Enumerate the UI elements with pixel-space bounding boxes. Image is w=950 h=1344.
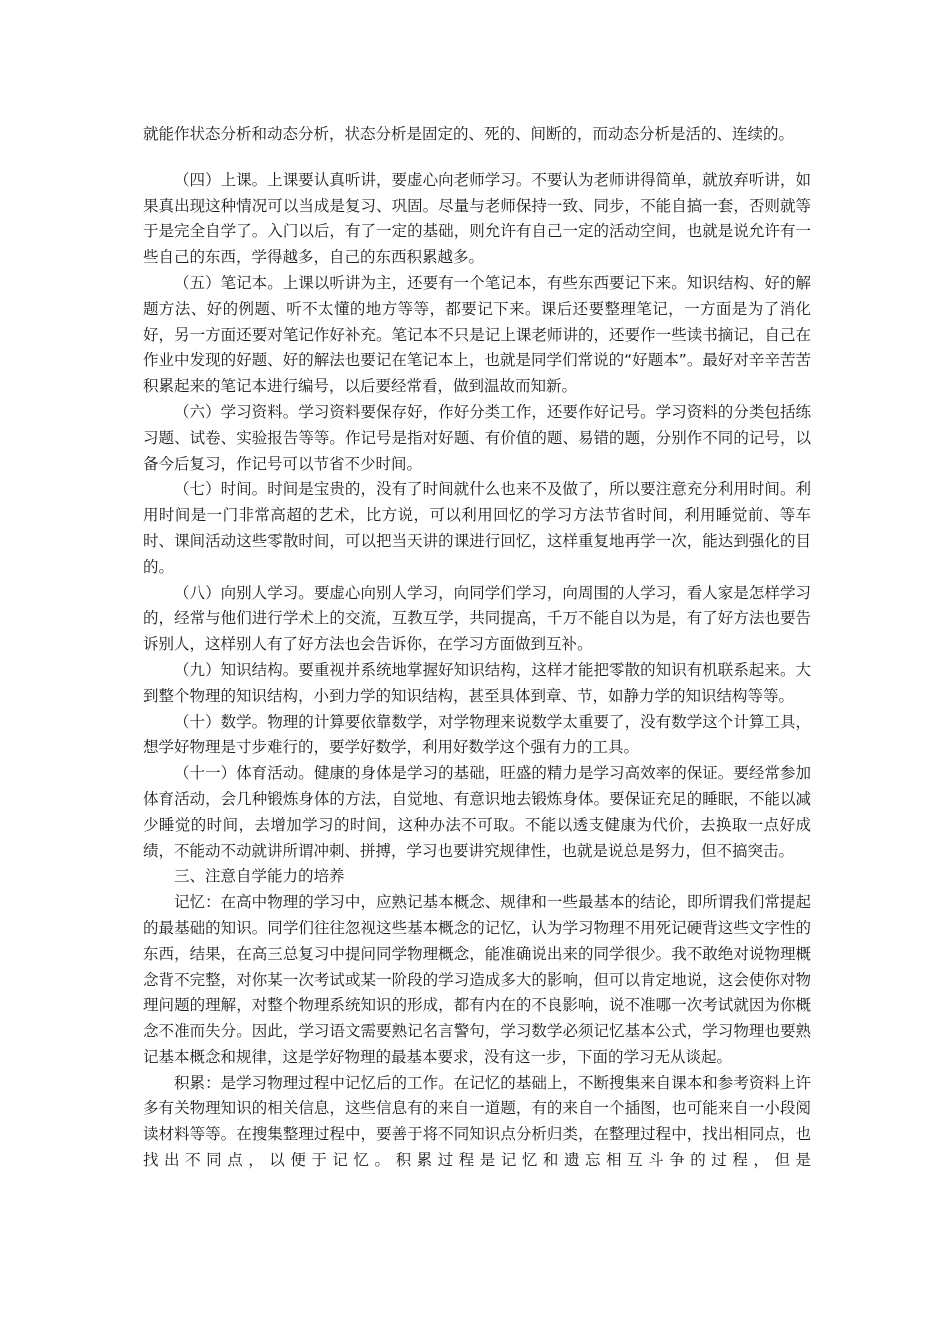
paragraph-section-4-class: （四）上课。上课要认真听讲，要虚心向老师学习。不要认为老师讲得简单，就放弃听讲，如果真出现这种情况可以当成是复习、巩固。尽量与老师保持一致、同步，不能自搞一套，否则就等于是完全自学了。入门以后，有了一定的基础，则允许有自己一定的活动空间，也就是说允许有一些自己的东西，学得越多，自己的东西积累越多。	[143, 170, 811, 267]
paragraph-section-5-notebook: （五）笔记本。上课以听讲为主，还要有一个笔记本，有些东西要记下来。知识结构、好的解题方法、好的例题、听不太懂的地方等等，都要记下来。课后还要整理笔记，一方面是为了消化好，另一方面还要对笔记作好补充。笔记本不只是记上课老师讲的，还要作一些读书摘记，自己在作业中发现的好题、好的解法也要记在笔记本上，也就是同学们常说的“好题本”。最好对辛辛苦苦积累起来的笔记本进行编号，以后要经常看，做到温故而知新。	[143, 273, 811, 396]
paragraph-accumulation: 积累：是学习物理过程中记忆后的工作。在记忆的基础上，不断搜集来自课本和参考资料上许多有关物理知识的相关信息，这些信息有的来自一道题，有的来自一个插图，也可能来自一小段阅读材料等等。在搜集整理过程中，要善于将不同知识点分析归类，在整理过程中，找出相同点，也找出不同点，以便于记忆。积累过程是记忆和遗忘相互斗争的过程，但是	[143, 1073, 811, 1170]
paragraph-section-11-sports: （十一）体育活动。健康的身体是学习的基础，旺盛的精力是学习高效率的保证。要经常参加体育活动，会几种锻炼身体的方法，自觉地、有意识地去锻炼身体。要保证充足的睡眠，不能以减少睡觉的时间，去增加学习的时间，这种办法不可取。不能以透支健康为代价，去换取一点好成绩，不能动不动就讲所谓冲刺、拼搏，学习也要讲究规律性，也就是说总是努力，但不搞突击。	[143, 764, 811, 860]
paragraph-section-7-time: （七）时间。时间是宝贵的，没有了时间就什么也来不及做了，所以要注意充分利用时间。利用时间是一门非常高超的艺术，比方说，可以利用回忆的学习方法节省时间，利用睡觉前、等车时、课间活动这些零散时间，可以把当天讲的课进行回忆，这样重复地再学一次，能达到强化的目的。	[143, 480, 811, 576]
paragraph-section-8-learn-from-others: （八）向别人学习。要虚心向别人学习，向同学们学习，向周围的人学习，看人家是怎样学习的，经常与他们进行学术上的交流，互教互学，共同提高，千万不能自以为是，有了好方法也要告诉别人，这样别人有了好方法也会告诉你，在学习方面做到互补。	[143, 583, 811, 654]
document-body	[143, 122, 811, 1174]
paragraph-section-9-knowledge-structure: （九）知识结构。要重视并系统地掌握好知识结构，这样才能把零散的知识有机联系起来。大到整个物理的知识结构，小到力学的知识结构，甚至具体到章、节，如静力学的知识结构等等。	[143, 660, 811, 705]
paragraph-memory: 记忆：在高中物理的学习中，应熟记基本概念、规律和一些最基本的结论，即所谓我们常提起的最基础的知识。同学们往往忽视这些基本概念的记忆，认为学习物理不用死记硬背这些文字性的东西，结果，在高三总复习中提问同学物理概念，能准确说出来的同学很少。我不敢绝对说物理概念背不完整，对你某一次考试或某一阶段的学习造成多大的影响，但可以肯定地说，这会使你对物理问题的理解，对整个物理系统知识的形成，都有内在的不良影响，说不准哪一次考试就因为你概念不准而失分。因此，学习语文需要熟记名言警句，学习数学必须记忆基本公式，学习物理也要熟记基本概念和规律，这是学好物理的最基本要求，没有这一步，下面的学习无从谈起。	[143, 893, 811, 1066]
paragraph-section-6-materials: （六）学习资料。学习资料要保存好，作好分类工作，还要作好记号。学习资料的分类包括练习题、试卷、实验报告等等。作记号是指对好题、有价值的题、易错的题，分别作不同的记号，以备今后复习，作记号可以节省不少时间。	[143, 402, 811, 473]
paragraph-continuation: 就能作状态分析和动态分析，状态分析是固定的、死的、间断的，而动态分析是活的、连续的。	[143, 125, 795, 143]
paragraph-section-10-math: （十）数学。物理的计算要依靠数学，对学物理来说数学太重要了，没有数学这个计算工具，想学好物理是寸步难行的，要学好数学，利用好数学这个强有力的工具。	[143, 712, 811, 757]
section-heading-self-study: 三、注意自学能力的培养	[174, 867, 345, 886]
